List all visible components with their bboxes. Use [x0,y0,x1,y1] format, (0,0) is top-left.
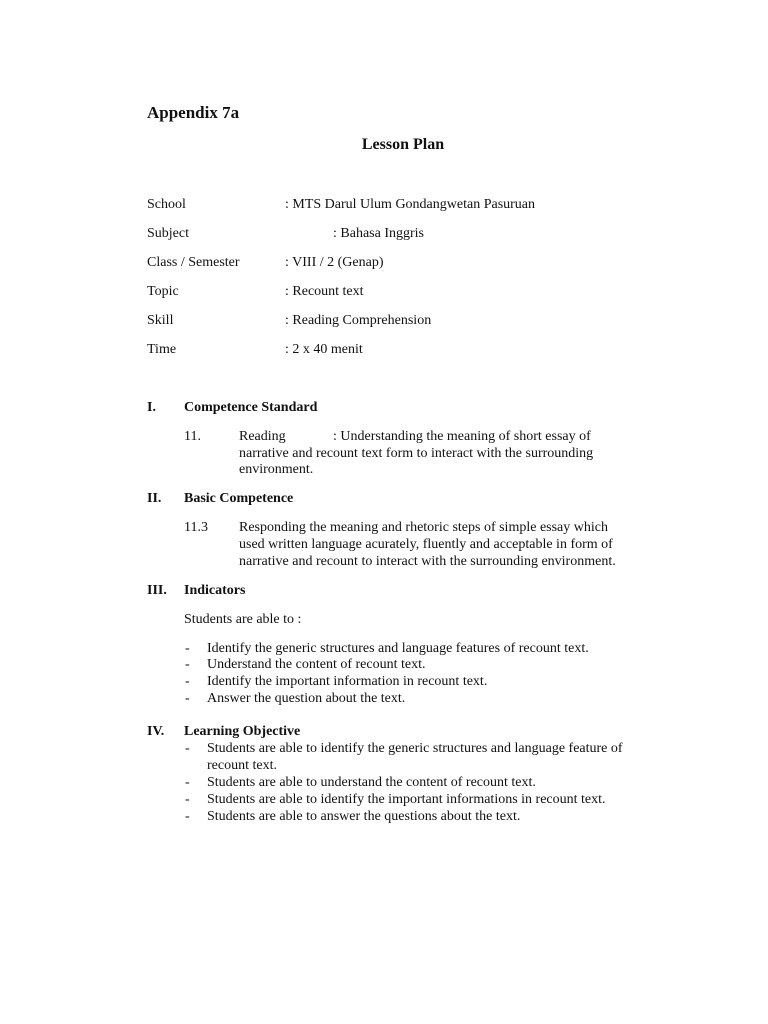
info-value-topic: : Recount text [285,284,364,299]
info-label-topic: Topic [147,284,179,299]
indicators-intro: Students are able to : [184,612,302,627]
info-value-school: : MTS Darul Ulum Gondangwetan Pasuruan [285,197,536,212]
bullet-dash: - [185,674,190,689]
item-text-line: : Understanding the meaning of short essay of [333,429,591,444]
info-label-skill: Skill [147,313,174,328]
item-text-line: environment. [239,462,314,477]
bullet-dash: - [185,691,190,706]
section-number: IV. [147,724,165,739]
section-number: III. [147,583,167,598]
item-number: 11.3 [184,520,208,535]
item-label: Reading [239,429,286,444]
section-title: Indicators [184,583,246,598]
item-text-line: Responding the meaning and rhetoric steps of simple essay which [239,520,608,535]
section-title: Learning Objective [184,724,301,739]
list-item: Identify the generic structures and language features of recount text. [207,641,589,656]
list-item: Students are able to identify the generic structures and language feature of recount text. [207,741,623,773]
info-value-subject: : Bahasa Inggris [333,226,424,241]
section-number: II. [147,491,162,506]
list-item: Answer the question about the text. [207,691,406,706]
list-item: Students are able to understand the content of recount text. [207,775,536,790]
bullet-dash: - [185,775,190,790]
info-value-class: : VIII / 2 (Genap) [285,255,384,270]
item-text-line: narrative and recount text form to interact with the surrounding [239,446,594,461]
info-label-class: Class / Semester [147,255,240,270]
bullet-dash: - [185,809,190,824]
list-item: Understand the content of recount text. [207,657,426,672]
appendix-label: Appendix 7a [147,103,240,122]
info-label-time: Time [147,342,177,357]
info-value-time: : 2 x 40 menit [285,342,363,357]
section-title: Basic Competence [184,491,294,506]
section-title: Competence Standard [184,400,318,415]
bullet-dash: - [185,792,190,807]
list-item: Identify the important information in recount text. [207,674,488,689]
item-number: 11. [184,429,201,444]
bullet-dash: - [185,641,190,656]
info-label-subject: Subject [147,226,189,241]
info-value-skill: : Reading Comprehension [285,313,432,328]
info-label-school: School [147,197,186,212]
list-item: Students are able to answer the questions about the text. [207,809,521,824]
page-title: Lesson Plan [361,136,445,153]
item-text-line: used written language acurately, fluently and acceptable in form of [239,537,613,552]
item-text-line: narrative and recount to interact with the surrounding environment. [239,554,616,569]
list-item: Students are able to identify the important informations in recount text. [207,792,606,807]
bullet-dash: - [185,657,190,672]
bullet-dash: - [185,741,190,756]
section-number: I. [147,400,156,415]
